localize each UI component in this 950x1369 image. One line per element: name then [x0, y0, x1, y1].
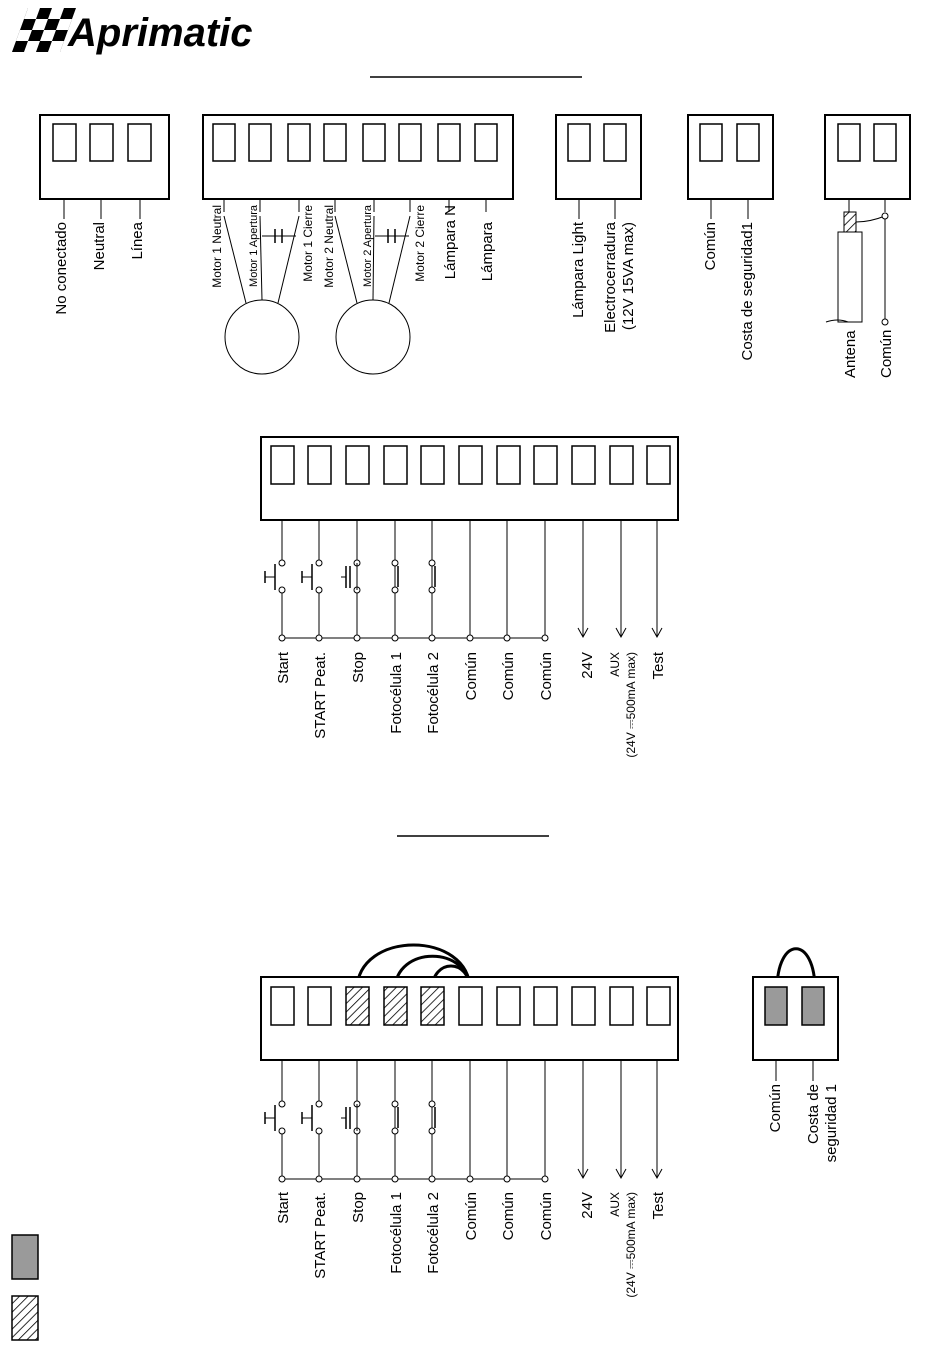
control-terminal-block	[261, 437, 678, 758]
terminal-label: (24V ⎓500mA max)	[624, 652, 638, 758]
terminal-label: Test	[650, 1192, 667, 1220]
terminal-label: Común	[463, 652, 480, 701]
terminal-label: Fotocélula 1	[388, 1192, 405, 1274]
terminal-label: Motor 2 Apertura	[362, 205, 374, 287]
brand-name: Aprimatic	[68, 11, 253, 55]
terminal-label: Lámpara	[479, 222, 496, 282]
legend-swatch-grey	[12, 1235, 38, 1279]
terminal-label: Motor 1 Apertura	[248, 205, 260, 287]
terminal-label: Motor 1 Neutral	[210, 205, 224, 288]
terminal-label: Stop	[350, 652, 367, 683]
terminal-label: START Peat.	[312, 1192, 329, 1279]
terminal-label: START Peat.	[312, 652, 329, 739]
safety-terminal-block-jumpered	[753, 949, 840, 1163]
terminal-label: Test	[650, 652, 667, 680]
start-peat-pushbutton-icon	[302, 1101, 326, 1134]
terminal-label: Start	[275, 652, 292, 684]
terminal-label: Fotocélula 2	[425, 652, 442, 734]
terminal-label: 24V	[579, 652, 596, 679]
antenna-terminal-block	[825, 115, 910, 378]
terminal-label: Antena	[842, 330, 859, 378]
start-pushbutton-icon	[265, 560, 289, 593]
control-terminal-block-jumpered	[261, 945, 678, 1298]
terminal-label: Línea	[129, 222, 146, 260]
coax-cable-icon	[826, 212, 888, 325]
terminal-label: Fotocélula 2	[425, 1192, 442, 1274]
motor-terminal-block	[203, 115, 513, 374]
terminal-label: Costa de seguridad1	[739, 222, 756, 361]
safety-terminal-block	[688, 115, 773, 360]
terminal-label: Motor 1 Cierre	[301, 205, 315, 282]
terminal-label: Común	[767, 1084, 784, 1133]
terminal-label: Común	[500, 652, 517, 701]
terminal-label: (12V 15VA max)	[620, 222, 637, 331]
motor-1-icon	[225, 300, 299, 374]
terminal-label: Común	[538, 652, 555, 701]
terminal-label: seguridad 1	[823, 1084, 840, 1163]
terminal-label: Lámpara N	[442, 205, 459, 280]
lamp-terminal-block	[556, 115, 641, 333]
terminal-label: Fotocélula 1	[388, 652, 405, 734]
terminal-label: Stop	[350, 1192, 367, 1223]
terminal-label: Start	[275, 1192, 292, 1224]
terminal-label: Electrocerradura	[602, 222, 619, 333]
motor-2-icon	[336, 300, 410, 374]
terminal-label: 24V	[579, 1192, 596, 1219]
stop-pushbutton-icon	[341, 1101, 364, 1134]
terminal-label: AUX	[608, 1192, 622, 1217]
terminal-label: Común	[878, 329, 895, 378]
terminal-label: Motor 2 Neutral	[322, 205, 336, 288]
start-peat-pushbutton-icon	[302, 560, 326, 593]
terminal-label: Lámpara Light	[570, 222, 587, 318]
terminal-label: (24V ⎓500mA max)	[624, 1192, 638, 1298]
power-terminal-block	[40, 115, 169, 315]
brand-logo	[12, 8, 253, 55]
terminal-label: Común	[538, 1192, 555, 1241]
terminal-label: AUX	[608, 652, 622, 677]
terminal-label: No conectado	[53, 222, 70, 315]
checkered-flag-icon	[12, 8, 76, 52]
stop-pushbutton-icon	[341, 560, 364, 593]
terminal-label: Neutral	[91, 222, 108, 271]
legend-swatch-hatched	[12, 1296, 38, 1340]
terminal-label: Común	[500, 1192, 517, 1241]
start-pushbutton-icon	[265, 1101, 289, 1134]
terminal-label: Costa de	[805, 1084, 822, 1145]
terminal-label: Motor 2 Cierre	[413, 205, 427, 282]
terminal-label: Común	[702, 222, 719, 271]
terminal-label: Común	[463, 1192, 480, 1241]
